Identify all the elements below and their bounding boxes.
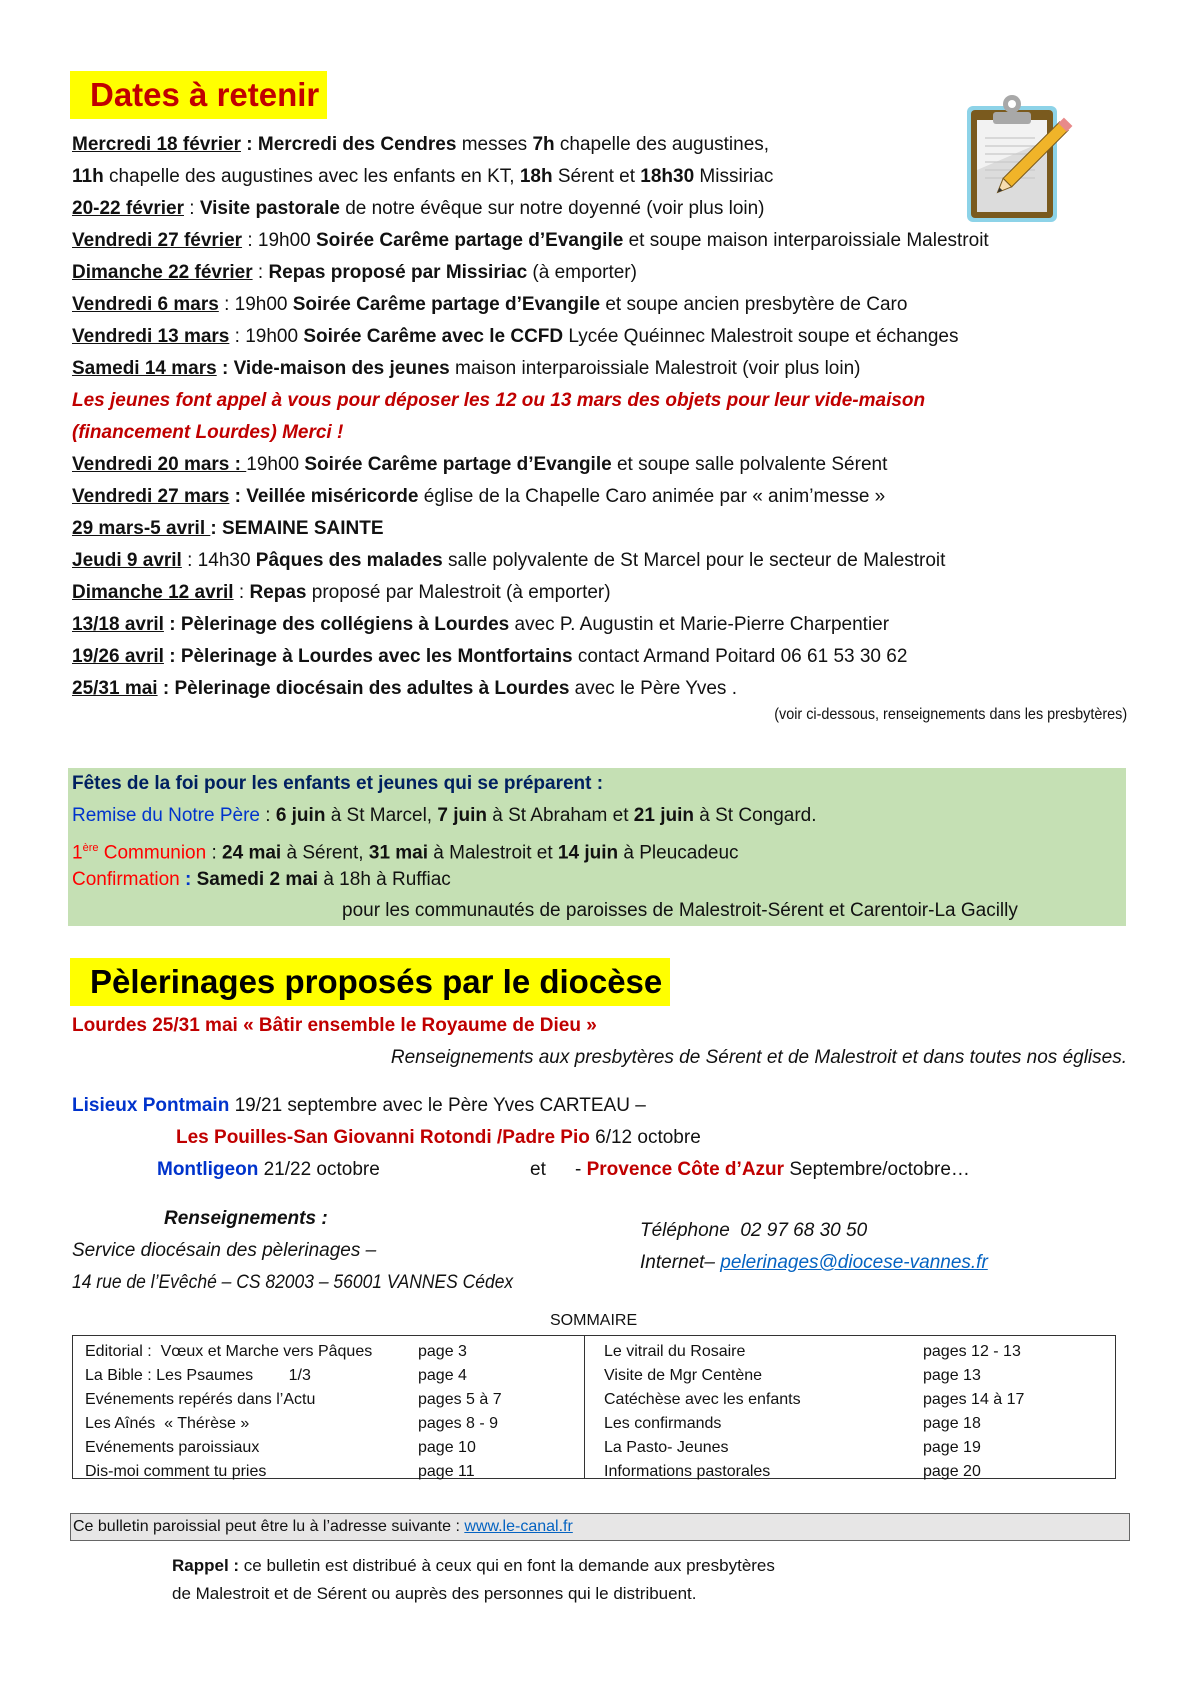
event-date: Vendredi 20 mars : <box>72 454 247 475</box>
sommaire-page: pages 5 à 7 <box>418 1391 502 1408</box>
service-name: Service diocésain des pèlerinages – <box>72 1240 377 1261</box>
provence-line <box>575 1154 970 1186</box>
sommaire-page: page 4 <box>418 1367 467 1384</box>
event-line-6 <box>72 289 907 321</box>
event-text: contact Armand Poitard 06 61 53 30 62 <box>572 646 908 667</box>
event-date: Dimanche 12 avril <box>72 582 234 603</box>
event-note-2: (financement Lourdes) Merci ! <box>72 422 344 443</box>
date: 6 juin <box>275 805 326 826</box>
lisieux-text: 19/21 septembre avec le Père Yves CARTEAU – <box>229 1095 646 1116</box>
event-date: Vendredi 13 mars <box>72 326 230 347</box>
event-time: 18h <box>519 166 553 187</box>
event-line-3 <box>72 193 765 225</box>
event-line-8 <box>72 353 860 385</box>
sommaire-label: Informations pastorales <box>604 1463 771 1480</box>
event-title: Visite pastorale <box>199 198 340 219</box>
event-text: maison interparoissiale Malestroit (voir plus loin) <box>449 358 861 379</box>
event-date: 19/26 avril <box>72 646 164 667</box>
montligeon-text: 21/22 octobre <box>258 1159 380 1180</box>
faith-celebrations-box <box>68 768 1126 926</box>
phone-number: 02 97 68 30 50 <box>740 1220 868 1241</box>
event-line-16 <box>72 609 889 641</box>
sommaire-page: page 19 <box>923 1439 981 1456</box>
event-sep: : 19h00 <box>218 294 293 315</box>
event-note-1: Les jeunes font appel à vous pour déposer les 12 ou 13 mars des objets pour leur vide-maison <box>72 390 926 411</box>
date: 7 juin <box>437 805 487 826</box>
event-title: Vide-maison des jeunes <box>233 358 450 379</box>
text: à Malestroit et <box>428 842 558 864</box>
event-line-2 <box>72 161 773 193</box>
event-text: messes <box>456 134 533 155</box>
sommaire-label: Evénements paroissiaux <box>85 1439 260 1456</box>
event-time: 7h <box>532 134 555 155</box>
rappel-label: Rappel : <box>172 1556 240 1575</box>
lisieux-label: Lisieux Pontmain <box>72 1095 230 1116</box>
event-line-18 <box>72 673 737 705</box>
sommaire-label: Catéchèse avec les enfants <box>604 1391 801 1408</box>
event-title: Soirée Carême partage d’Evangile <box>316 230 624 251</box>
internet-line <box>640 1247 988 1279</box>
event-line-14 <box>72 545 945 577</box>
dates-title: Dates à retenir <box>70 71 327 119</box>
event-date: 29 mars-5 avril <box>72 518 211 539</box>
date: 24 mai <box>222 842 282 864</box>
event-time: 11h <box>72 166 104 187</box>
sep: : <box>206 842 223 864</box>
faith-confirmation-line <box>72 864 451 896</box>
event-line-17 <box>72 641 907 673</box>
event-sep: : <box>163 646 181 667</box>
text: à St Marcel, <box>325 805 438 826</box>
phone-label: Téléphone <box>640 1220 730 1241</box>
lourdes-info: Renseignements aux presbytères de Sérent et de Malestroit et dans toutes nos églises. <box>390 1047 1127 1068</box>
event-title: Soirée Carême partage d’Evangile <box>304 454 612 475</box>
sommaire-divider <box>584 1336 585 1478</box>
event-title: Soirée Carême avec le CCFD <box>303 326 564 347</box>
sommaire-row <box>604 1388 801 1412</box>
event-sep: : 19h00 <box>229 326 304 347</box>
event-text: Sérent et <box>552 166 641 187</box>
sommaire-label: Dis-moi comment tu pries <box>85 1463 267 1480</box>
pouilles-line <box>176 1122 701 1154</box>
internet-label: Internet– <box>640 1252 721 1273</box>
phone-line <box>640 1215 867 1247</box>
event-date: 25/31 mai <box>72 678 158 699</box>
event-text: avec P. Augustin et Marie-Pierre Charpentier <box>509 614 890 635</box>
renseignements-title: Renseignements : <box>164 1208 328 1229</box>
communion-num: 1 <box>72 842 83 864</box>
event-text: proposé par Malestroit (à emporter) <box>306 582 611 603</box>
event-date: Vendredi 27 février <box>72 230 243 251</box>
lourdes-line: Lourdes 25/31 mai « Bâtir ensemble le Royaume de Dieu » <box>72 1015 597 1036</box>
sommaire-label: Les Aînés « Thérèse » <box>85 1415 250 1432</box>
event-line-5 <box>72 257 637 289</box>
communion-label: Communion <box>98 842 207 864</box>
sommaire-page: pages 12 - 13 <box>923 1343 1021 1360</box>
sommaire-page: pages 8 - 9 <box>418 1415 499 1432</box>
lisieux-line <box>72 1090 646 1122</box>
remise-label: Remise du Notre Père <box>72 805 260 826</box>
web-text: Ce bulletin paroissial peut être lu à l’adresse suivante : <box>73 1518 465 1535</box>
sommaire-label: La Bible : Les Psaumes 1/3 <box>85 1367 311 1384</box>
date: 14 juin <box>557 842 619 864</box>
sommaire-page: pages 14 à 17 <box>923 1391 1025 1408</box>
event-title: Repas <box>249 582 307 603</box>
event-sep: : <box>216 358 234 379</box>
email-link[interactable]: pelerinages@diocese-vannes.fr <box>720 1252 988 1273</box>
event-line-7 <box>72 321 959 353</box>
event-sep: : <box>241 134 258 155</box>
text: à St Abraham et <box>486 805 634 826</box>
text: à 18h à Ruffiac <box>318 869 451 890</box>
pouilles-label: Les Pouilles-San Giovanni Rotondi /Padre Pio <box>176 1127 590 1148</box>
sommaire-row <box>604 1340 745 1364</box>
event-title: Veillée miséricorde <box>246 486 419 507</box>
sommaire-page: page 20 <box>923 1463 981 1480</box>
event-title: Pâques des malades <box>255 550 443 571</box>
event-sep: : <box>229 486 247 507</box>
sommaire-label: Le vitrail du Rosaire <box>604 1343 746 1360</box>
event-text: de notre évêque sur notre doyenné (voir plus loin) <box>339 198 765 219</box>
text: à St Congard. <box>693 805 817 826</box>
event-date: Vendredi 27 mars <box>72 486 230 507</box>
faith-heading: Fêtes de la foi pour les enfants et jeunes qui se préparent : <box>72 773 604 794</box>
event-sep: : <box>157 678 175 699</box>
event-sep: : <box>163 614 181 635</box>
event-text: Lycée Quéinnec Malestroit soupe et échanges <box>563 326 959 347</box>
dash: - <box>575 1159 587 1180</box>
text: à Pleucadeuc <box>618 842 739 864</box>
event-text: et soupe salle polvalente Sérent <box>611 454 888 475</box>
sommaire-row <box>85 1388 315 1412</box>
event-title: Soirée Carême partage d’Evangile <box>292 294 601 315</box>
montligeon-label: Montligeon <box>157 1159 259 1180</box>
sommaire-row <box>604 1412 721 1436</box>
event-line-12 <box>72 481 885 513</box>
sommaire-label: La Pasto- Jeunes <box>604 1439 729 1456</box>
sommaire-row <box>85 1436 259 1460</box>
event-sep: : <box>233 582 250 603</box>
event-sep: : <box>183 198 200 219</box>
faith-footer: pour les communautés de paroisses de Malestroit-Sérent et Carentoir-La Gacilly <box>342 900 1018 921</box>
event-title: Mercredi des Cendres <box>257 134 457 155</box>
text: à Sérent, <box>281 842 369 864</box>
and-word: et <box>530 1159 546 1180</box>
event-time: 18h30 <box>640 166 695 187</box>
event-title: Pèlerinage diocésain des adultes à Lourdes <box>174 678 570 699</box>
section-title-pilgrimages <box>70 958 670 1006</box>
date: 31 mai <box>368 842 429 864</box>
sommaire-label: Editorial : Vœux et Marche vers Pâques <box>85 1343 373 1360</box>
communion-sup: ère <box>82 842 99 854</box>
event-date: 13/18 avril <box>72 614 164 635</box>
event-text: chapelle des augustines avec les enfants en KT, <box>103 166 520 187</box>
event-text: Missiriac <box>694 166 774 187</box>
sommaire-label: Les confirmands <box>604 1415 722 1432</box>
service-address: 14 rue de l’Evêché – CS 82003 – 56001 VANNES Cédex <box>72 1272 514 1293</box>
event-line-15 <box>72 577 611 609</box>
faith-remise-line <box>72 800 817 832</box>
event-sep: : 14h30 <box>181 550 256 571</box>
event-text: et soupe ancien presbytère de Caro <box>600 294 908 315</box>
sommaire-label: Evénements repérés dans l’Actu <box>85 1391 316 1408</box>
event-sep: : <box>252 262 269 283</box>
sommaire-title: SOMMAIRE <box>550 1312 638 1329</box>
sep: : <box>259 805 276 826</box>
date: Samedi 2 mai <box>196 869 319 890</box>
sommaire-row <box>85 1364 311 1388</box>
event-text: salle polyvalente de St Marcel pour le secteur de Malestroit <box>442 550 946 571</box>
sep: : <box>185 869 197 890</box>
confirmation-label: Confirmation <box>72 869 185 890</box>
event-text: avec le Père Yves . <box>569 678 737 699</box>
sommaire-row <box>604 1364 762 1388</box>
event-text: (à emporter) <box>527 262 637 283</box>
sommaire-row <box>85 1412 249 1436</box>
event-text: et soupe maison interparoissiale Malestroit <box>623 230 989 251</box>
rappel-line-1 <box>172 1552 775 1580</box>
sommaire-page: page 13 <box>923 1367 981 1384</box>
event-sep: 19h00 <box>246 454 305 475</box>
event-sep: : 19h00 <box>242 230 316 251</box>
event-title: Pèlerinage à Lourdes avec les Montfortains <box>180 646 573 667</box>
event-date: Vendredi 6 mars <box>72 294 219 315</box>
pouilles-text: 6/12 octobre <box>589 1127 701 1148</box>
sommaire-row <box>604 1436 729 1460</box>
sommaire-row <box>85 1460 266 1484</box>
web-address-bar <box>70 1513 1130 1541</box>
sommaire-page: page 11 <box>418 1463 475 1480</box>
event-line-4 <box>72 225 989 257</box>
sommaire-row <box>85 1340 372 1364</box>
sommaire-page: page 3 <box>418 1343 467 1360</box>
events-footnote: (voir ci-dessous, renseignements dans les presbytères) <box>774 706 1127 723</box>
web-link[interactable]: www.le-canal.fr <box>464 1518 573 1535</box>
event-date: 20-22 février <box>72 198 184 219</box>
event-date: Mercredi 18 février <box>72 134 241 155</box>
event-line-1 <box>72 129 769 161</box>
montligeon-line <box>157 1154 380 1186</box>
event-title: SEMAINE SAINTE <box>221 518 384 539</box>
section-title-dates <box>70 71 327 119</box>
sommaire-page: page 18 <box>923 1415 981 1432</box>
event-title: Repas proposé par Missiriac <box>268 262 528 283</box>
event-line-11 <box>72 449 887 481</box>
event-text: église de la Chapelle Caro animée par « anim’messe » <box>418 486 886 507</box>
event-date: Jeudi 9 avril <box>72 550 182 571</box>
sommaire-label: Visite de Mgr Centène <box>604 1367 763 1384</box>
provence-label: Provence Côte d’Azur <box>586 1159 785 1180</box>
provence-text: Septembre/octobre… <box>784 1159 970 1180</box>
sommaire-page: page 10 <box>418 1439 476 1456</box>
event-text: chapelle des augustines, <box>554 134 770 155</box>
event-line-13 <box>72 513 384 545</box>
clipboard-pencil-icon <box>965 90 1075 225</box>
event-date: Dimanche 22 février <box>72 262 253 283</box>
pilgrimages-title: Pèlerinages proposés par le diocèse <box>70 958 670 1006</box>
event-title: Pèlerinage des collégiens à Lourdes <box>180 614 510 635</box>
rappel-line-2: de Malestroit et de Sérent ou auprès des personnes qui le distribuent. <box>172 1584 697 1603</box>
rappel-text: ce bulletin est distribué à ceux qui en font la demande aux presbytères <box>239 1556 775 1575</box>
event-sep: : <box>210 518 222 539</box>
sommaire-table <box>72 1335 1116 1479</box>
event-date: Samedi 14 mars <box>72 358 217 379</box>
sommaire-row <box>604 1460 770 1484</box>
date: 21 juin <box>633 805 694 826</box>
